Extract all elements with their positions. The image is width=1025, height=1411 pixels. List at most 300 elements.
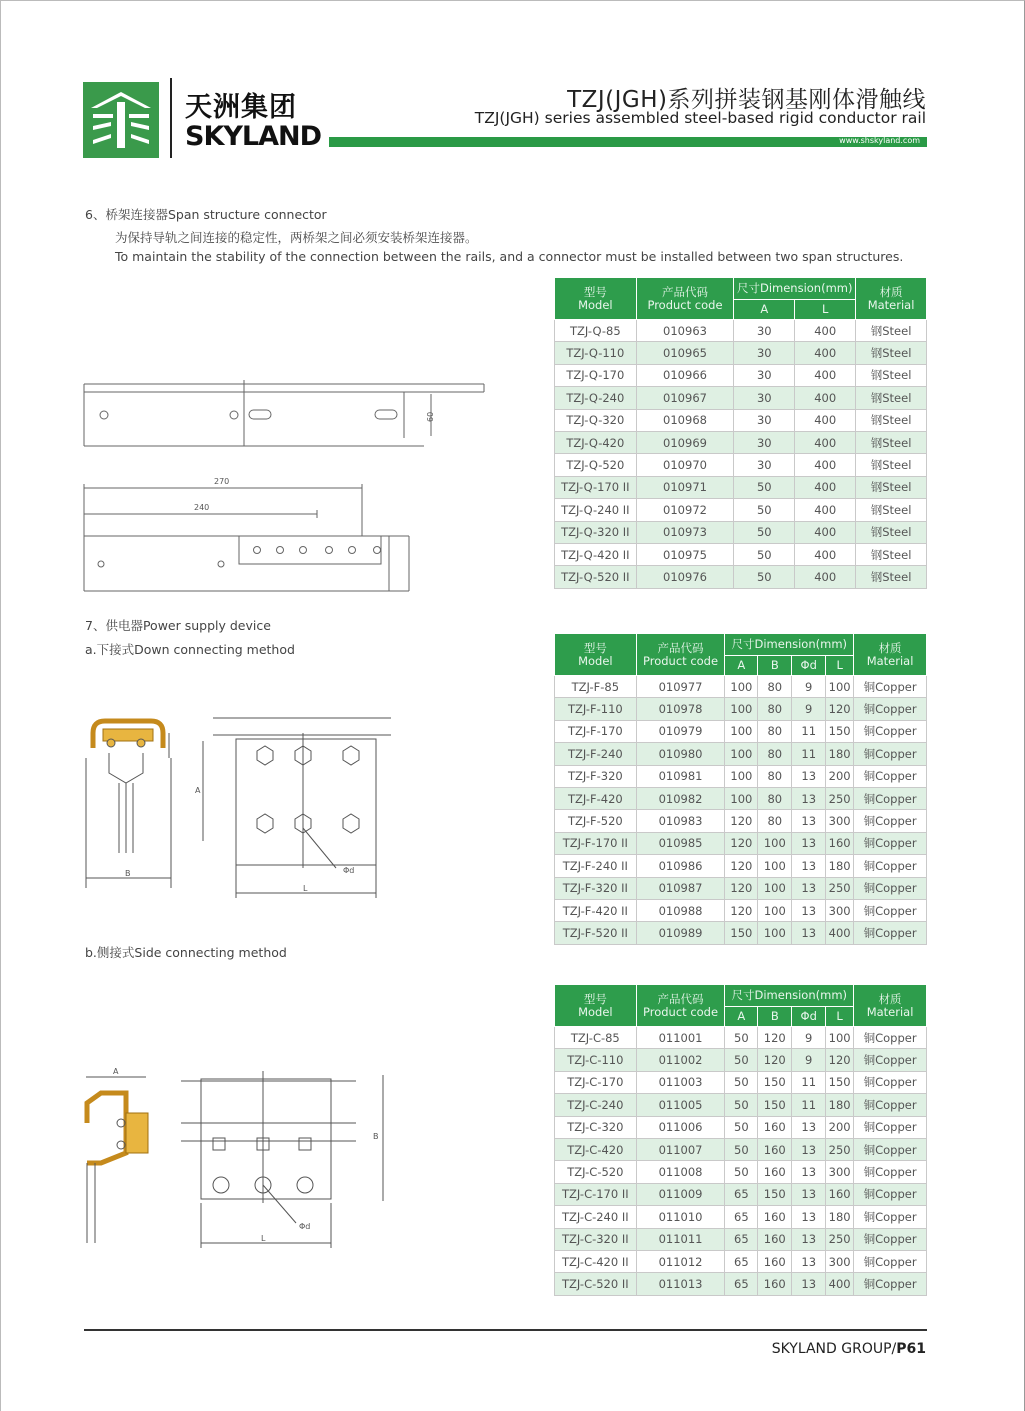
table-cell: 400 — [795, 364, 856, 386]
table-cell: 010973 — [636, 521, 734, 543]
table-cell: 011001 — [636, 1027, 725, 1049]
table-cell: 13 — [792, 1206, 826, 1228]
table-cell: 120 — [725, 899, 758, 921]
table-cell: 30 — [734, 342, 795, 364]
table-cell: 300 — [826, 899, 854, 921]
table-cell: 9 — [792, 698, 826, 720]
table-row — [555, 1228, 927, 1250]
section7-sub-a: a.下接式Down connecting method — [85, 642, 295, 657]
table-cell: 100 — [758, 855, 792, 877]
table-cell: 65 — [725, 1250, 758, 1272]
table-cell: 钢Steel — [856, 409, 927, 431]
table-cell: 180 — [826, 743, 854, 765]
table-cell: 010983 — [636, 810, 725, 832]
table-cell: 铜Copper — [854, 1027, 927, 1049]
page-title-cn: TZJ(JGH)系列拼装钢基刚体滑触线 — [567, 87, 926, 113]
side-connecting-drawing — [81, 1063, 401, 1253]
table-cell: 120 — [758, 1027, 792, 1049]
table-cell: 010963 — [636, 320, 734, 342]
table-cell: 9 — [792, 676, 826, 698]
table-cell: 160 — [758, 1206, 792, 1228]
table-cell: 250 — [826, 1228, 854, 1250]
table-cell: 铜Copper — [854, 922, 927, 944]
table-cell: 010967 — [636, 387, 734, 409]
table-cell: TZJ-Q-170 II — [555, 476, 637, 498]
th-model: 型号 Model — [555, 634, 637, 676]
table-cell: 010981 — [636, 765, 725, 787]
table-cell: 100 — [725, 787, 758, 809]
table-cell: TZJ-F-320 — [555, 765, 637, 787]
table-cell: TZJ-Q-520 II — [555, 566, 637, 588]
table-cell: 010979 — [636, 720, 725, 742]
section6-desc-en: To maintain the stability of the connection between the rails, and a connector must be installed between two span structures. — [115, 249, 904, 264]
table-cell: 铜Copper — [854, 1228, 927, 1250]
table-cell: 200 — [826, 765, 854, 787]
table-row — [555, 342, 927, 364]
th-d: Φd — [792, 656, 826, 676]
table-cell: 80 — [758, 810, 792, 832]
table-row — [555, 476, 927, 498]
table-cell: TZJ-Q-420 II — [555, 543, 637, 565]
table-cell: TZJ-C-85 — [555, 1027, 637, 1049]
table-cell: 010982 — [636, 787, 725, 809]
section7-title: 7、供电器Power supply device — [85, 618, 271, 633]
table-cell: 50 — [734, 476, 795, 498]
table-cell: 160 — [758, 1228, 792, 1250]
table-row — [555, 566, 927, 588]
table-cell: 30 — [734, 387, 795, 409]
th-model: 型号 Model — [555, 985, 637, 1027]
th-dimension: 尺寸Dimension(mm) — [725, 985, 854, 1007]
table-cell: 400 — [795, 476, 856, 498]
section6-title: 6、桥架连接器Span structure connector — [85, 207, 327, 222]
table-cell: 钢Steel — [856, 566, 927, 588]
table-cell: 010969 — [636, 431, 734, 453]
table-cell: TZJ-F-420 II — [555, 899, 637, 921]
table-cell: 100 — [725, 698, 758, 720]
span-connector-drawing — [79, 376, 489, 596]
website-link[interactable]: www.shskyland.com — [839, 136, 920, 145]
table-cell: 300 — [826, 1161, 854, 1183]
table-cell: 铜Copper — [854, 855, 927, 877]
table-cell: 50 — [725, 1138, 758, 1160]
footer-company: SKYLAND GROUP/ — [771, 1341, 897, 1357]
table-cell: 011008 — [636, 1161, 725, 1183]
table-cell: 011003 — [636, 1071, 725, 1093]
table-row — [555, 320, 927, 342]
table-cell: 65 — [725, 1206, 758, 1228]
footer — [772, 1341, 926, 1357]
table-cell: 铜Copper — [854, 1273, 927, 1295]
table-cell: 160 — [826, 832, 854, 854]
table-cell: 铜Copper — [854, 832, 927, 854]
table-cell: 011012 — [636, 1250, 725, 1272]
side-table-body — [555, 1027, 927, 1296]
table-cell: 120 — [725, 855, 758, 877]
table-row — [555, 1250, 927, 1272]
table-cell: 400 — [826, 922, 854, 944]
table-row — [555, 877, 927, 899]
th-dimension: 尺寸Dimension(mm) — [725, 634, 854, 656]
table-cell: 50 — [725, 1116, 758, 1138]
table-row — [555, 676, 927, 698]
table-cell: 120 — [725, 832, 758, 854]
logo-separator — [170, 78, 172, 158]
table-cell: 50 — [725, 1027, 758, 1049]
table-cell: TZJ-C-170 — [555, 1071, 637, 1093]
table-cell: 400 — [795, 342, 856, 364]
table-cell: 铜Copper — [854, 1183, 927, 1205]
table-cell: 30 — [734, 454, 795, 476]
table-cell: 100 — [758, 922, 792, 944]
table-row — [555, 765, 927, 787]
table-cell: 铜Copper — [854, 877, 927, 899]
table-cell: 50 — [734, 543, 795, 565]
span-connector-table — [554, 277, 927, 589]
dim-270: 270 — [214, 477, 230, 486]
table-cell: TZJ-C-520 — [555, 1161, 637, 1183]
table-cell: 铜Copper — [854, 765, 927, 787]
table-cell: 100 — [758, 877, 792, 899]
table-row — [555, 387, 927, 409]
table-cell: 13 — [792, 1250, 826, 1272]
table-cell: TZJ-F-240 — [555, 743, 637, 765]
table-cell: 50 — [734, 521, 795, 543]
table-cell: TZJ-Q-420 — [555, 431, 637, 453]
table-cell: 250 — [826, 877, 854, 899]
table-cell: TZJ-C-520 II — [555, 1273, 637, 1295]
th-a: A — [725, 656, 758, 676]
table-cell: TZJ-F-520 — [555, 810, 637, 832]
table-cell: 13 — [792, 1273, 826, 1295]
th-code: 产品代码 Product code — [636, 985, 725, 1027]
table-cell: 50 — [725, 1094, 758, 1116]
table-cell: 100 — [826, 676, 854, 698]
dim-a-side: A — [113, 1067, 119, 1076]
table-cell: TZJ-C-240 II — [555, 1206, 637, 1228]
table-cell: 120 — [725, 810, 758, 832]
table-cell: 011013 — [636, 1273, 725, 1295]
table-cell: 150 — [826, 1071, 854, 1093]
table-cell: 9 — [792, 1027, 826, 1049]
table-row — [555, 720, 927, 742]
table-cell: 铜Copper — [854, 1250, 927, 1272]
table-cell: 100 — [725, 765, 758, 787]
dim-60: 60 — [426, 411, 435, 422]
table-cell: 30 — [734, 364, 795, 386]
table-cell: 钢Steel — [856, 476, 927, 498]
table-cell: 50 — [725, 1049, 758, 1071]
th-model: 型号 Model — [555, 278, 637, 320]
table-cell: 13 — [792, 832, 826, 854]
table-cell: 120 — [826, 1049, 854, 1071]
table-cell: TZJ-Q-170 — [555, 364, 637, 386]
table-cell: 011002 — [636, 1049, 725, 1071]
down-connecting-drawing — [81, 713, 401, 903]
table-cell: TZJ-Q-110 — [555, 342, 637, 364]
table-cell: 11 — [792, 1094, 826, 1116]
table-cell: 铜Copper — [854, 698, 927, 720]
table-cell: 铜Copper — [854, 899, 927, 921]
table-cell: 150 — [758, 1094, 792, 1116]
table-cell: 120 — [758, 1049, 792, 1071]
table-cell: TZJ-Q-320 — [555, 409, 637, 431]
table-cell: 13 — [792, 899, 826, 921]
table-cell: TZJ-F-520 II — [555, 922, 637, 944]
table-cell: 010977 — [636, 676, 725, 698]
table-cell: TZJ-F-320 II — [555, 877, 637, 899]
table-cell: 80 — [758, 787, 792, 809]
table-cell: 铜Copper — [854, 1161, 927, 1183]
table-cell: 钢Steel — [856, 499, 927, 521]
table-cell: 13 — [792, 787, 826, 809]
table-cell: 160 — [758, 1273, 792, 1295]
table-cell: 65 — [725, 1183, 758, 1205]
table-cell: 010987 — [636, 877, 725, 899]
table-cell: 30 — [734, 431, 795, 453]
table-cell: 150 — [826, 720, 854, 742]
table-cell: 400 — [795, 543, 856, 565]
table-cell: 50 — [725, 1161, 758, 1183]
table-cell: 65 — [725, 1228, 758, 1250]
table-row — [555, 431, 927, 453]
table-cell: 100 — [758, 832, 792, 854]
table-cell: 铜Copper — [854, 1071, 927, 1093]
th-l: L — [826, 1007, 854, 1027]
table-cell: 010965 — [636, 342, 734, 364]
th-l: L — [795, 300, 856, 320]
th-material: 材质 Material — [854, 634, 927, 676]
table-cell: 13 — [792, 922, 826, 944]
table-cell: 160 — [826, 1183, 854, 1205]
page-number: P61 — [896, 1341, 926, 1357]
table-cell: 300 — [826, 810, 854, 832]
table-row — [555, 787, 927, 809]
span-table-body — [555, 320, 927, 589]
table-cell: 铜Copper — [854, 720, 927, 742]
table-cell: TZJ-Q-240 — [555, 387, 637, 409]
table-cell: 50 — [725, 1071, 758, 1093]
table-cell: 400 — [795, 499, 856, 521]
table-cell: 010980 — [636, 743, 725, 765]
page-title-en: TZJ(JGH) series assembled steel-based rigid conductor rail — [474, 109, 926, 127]
table-cell: 13 — [792, 1183, 826, 1205]
table-cell: 011007 — [636, 1138, 725, 1160]
table-cell: 400 — [795, 454, 856, 476]
th-dimension: 尺寸Dimension(mm) — [734, 278, 856, 300]
table-cell: 011006 — [636, 1116, 725, 1138]
table-cell: 50 — [734, 499, 795, 521]
table-row — [555, 922, 927, 944]
table-cell: 100 — [725, 720, 758, 742]
logo-en: SKYLAND — [185, 121, 322, 152]
dim-240: 240 — [194, 503, 210, 512]
th-d: Φd — [792, 1007, 826, 1027]
table-cell: 010985 — [636, 832, 725, 854]
table-cell: 160 — [758, 1138, 792, 1160]
table-cell: 011009 — [636, 1183, 725, 1205]
table-row — [555, 521, 927, 543]
table-cell: 钢Steel — [856, 342, 927, 364]
table-cell: TZJ-C-320 — [555, 1116, 637, 1138]
table-cell: 100 — [826, 1027, 854, 1049]
table-row — [555, 1027, 927, 1049]
table-cell: 13 — [792, 765, 826, 787]
table-row — [555, 1206, 927, 1228]
table-cell: 11 — [792, 720, 826, 742]
table-cell: 80 — [758, 720, 792, 742]
table-cell: 010968 — [636, 409, 734, 431]
table-cell: 010970 — [636, 454, 734, 476]
table-cell: TZJ-C-110 — [555, 1049, 637, 1071]
table-cell: 13 — [792, 810, 826, 832]
th-material: 材质 Material — [854, 985, 927, 1027]
side-connecting-table — [554, 984, 927, 1296]
table-cell: 011005 — [636, 1094, 725, 1116]
th-code: 产品代码 Product code — [636, 278, 734, 320]
table-row — [555, 698, 927, 720]
table-row — [555, 1273, 927, 1295]
table-cell: 010989 — [636, 922, 725, 944]
table-cell: 180 — [826, 1206, 854, 1228]
table-cell: 80 — [758, 698, 792, 720]
dim-b-down: B — [125, 869, 131, 878]
table-cell: 80 — [758, 676, 792, 698]
table-cell: 400 — [795, 521, 856, 543]
table-row — [555, 499, 927, 521]
table-cell: 010966 — [636, 364, 734, 386]
table-cell: TZJ-F-240 II — [555, 855, 637, 877]
table-cell: 250 — [826, 787, 854, 809]
table-cell: 铜Copper — [854, 676, 927, 698]
table-cell: 160 — [758, 1161, 792, 1183]
down-connecting-table — [554, 633, 927, 945]
table-cell: 钢Steel — [856, 431, 927, 453]
table-cell: 010972 — [636, 499, 734, 521]
skyland-logo-icon — [83, 82, 159, 158]
table-cell: 9 — [792, 1049, 826, 1071]
table-cell: 50 — [734, 566, 795, 588]
table-cell: 11 — [792, 743, 826, 765]
table-cell: TZJ-Q-320 II — [555, 521, 637, 543]
table-row — [555, 1138, 927, 1160]
th-a: A — [725, 1007, 758, 1027]
table-cell: 010976 — [636, 566, 734, 588]
table-row — [555, 409, 927, 431]
table-cell: 400 — [795, 409, 856, 431]
table-cell: 铜Copper — [854, 1049, 927, 1071]
table-cell: 010978 — [636, 698, 725, 720]
table-cell: 200 — [826, 1116, 854, 1138]
table-row — [555, 364, 927, 386]
table-cell: 160 — [758, 1116, 792, 1138]
table-cell: 250 — [826, 1138, 854, 1160]
table-cell: 13 — [792, 1228, 826, 1250]
dim-l-down: L — [303, 884, 308, 893]
table-cell: 铜Copper — [854, 1206, 927, 1228]
dim-phi-side: Φd — [299, 1222, 311, 1231]
table-cell: TZJ-C-170 II — [555, 1183, 637, 1205]
table-cell: TZJ-C-420 II — [555, 1250, 637, 1272]
dim-l-side: L — [261, 1234, 266, 1243]
table-cell: 400 — [795, 431, 856, 453]
table-cell: 180 — [826, 855, 854, 877]
table-cell: 铜Copper — [854, 1094, 927, 1116]
th-b: B — [758, 1007, 792, 1027]
title-bar — [329, 137, 927, 147]
table-row — [555, 1071, 927, 1093]
table-cell: 13 — [792, 1161, 826, 1183]
table-cell: 160 — [758, 1250, 792, 1272]
table-cell: 150 — [725, 922, 758, 944]
table-cell: 13 — [792, 855, 826, 877]
table-cell: 150 — [758, 1183, 792, 1205]
table-row — [555, 855, 927, 877]
table-row — [555, 1049, 927, 1071]
section7-sub-b: b.侧接式Side connecting method — [85, 945, 287, 960]
table-row — [555, 810, 927, 832]
table-row — [555, 543, 927, 565]
table-cell: TZJ-F-110 — [555, 698, 637, 720]
th-a: A — [734, 300, 795, 320]
table-cell: 钢Steel — [856, 454, 927, 476]
table-cell: 100 — [725, 676, 758, 698]
table-cell: 400 — [795, 320, 856, 342]
table-cell: 钢Steel — [856, 387, 927, 409]
table-cell: TZJ-F-170 II — [555, 832, 637, 854]
table-cell: 钢Steel — [856, 364, 927, 386]
th-b: B — [758, 656, 792, 676]
table-cell: TZJ-C-420 — [555, 1138, 637, 1160]
dim-phi-down: Φd — [343, 866, 355, 875]
th-material: 材质 Material — [856, 278, 927, 320]
table-cell: 铜Copper — [854, 1116, 927, 1138]
table-row — [555, 1094, 927, 1116]
table-cell: TZJ-Q-520 — [555, 454, 637, 476]
table-cell: TZJ-F-170 — [555, 720, 637, 742]
table-cell: 30 — [734, 409, 795, 431]
table-cell: 100 — [725, 743, 758, 765]
table-cell: 11 — [792, 1071, 826, 1093]
table-cell: 钢Steel — [856, 543, 927, 565]
table-cell: 65 — [725, 1273, 758, 1295]
table-cell: TZJ-F-85 — [555, 676, 637, 698]
th-code: 产品代码 Product code — [636, 634, 725, 676]
table-cell: 010988 — [636, 899, 725, 921]
table-cell: 300 — [826, 1250, 854, 1272]
th-l: L — [826, 656, 854, 676]
table-cell: 400 — [826, 1273, 854, 1295]
dim-b-side: B — [373, 1132, 379, 1141]
table-cell: TZJ-C-240 — [555, 1094, 637, 1116]
table-cell: 13 — [792, 877, 826, 899]
table-cell: 120 — [725, 877, 758, 899]
table-cell: 13 — [792, 1116, 826, 1138]
table-row — [555, 899, 927, 921]
table-cell: TZJ-C-320 II — [555, 1228, 637, 1250]
table-cell: 010971 — [636, 476, 734, 498]
section6-desc-cn: 为保持导轨之间连接的稳定性，两桥架之间必须安装桥架连接器。 — [115, 230, 478, 245]
table-row — [555, 1116, 927, 1138]
table-row — [555, 743, 927, 765]
table-row — [555, 1183, 927, 1205]
table-cell: 80 — [758, 743, 792, 765]
dim-a-down: A — [195, 786, 201, 795]
table-cell: 120 — [826, 698, 854, 720]
table-cell: 30 — [734, 320, 795, 342]
table-cell: 011010 — [636, 1206, 725, 1228]
table-cell: TZJ-Q-240 II — [555, 499, 637, 521]
